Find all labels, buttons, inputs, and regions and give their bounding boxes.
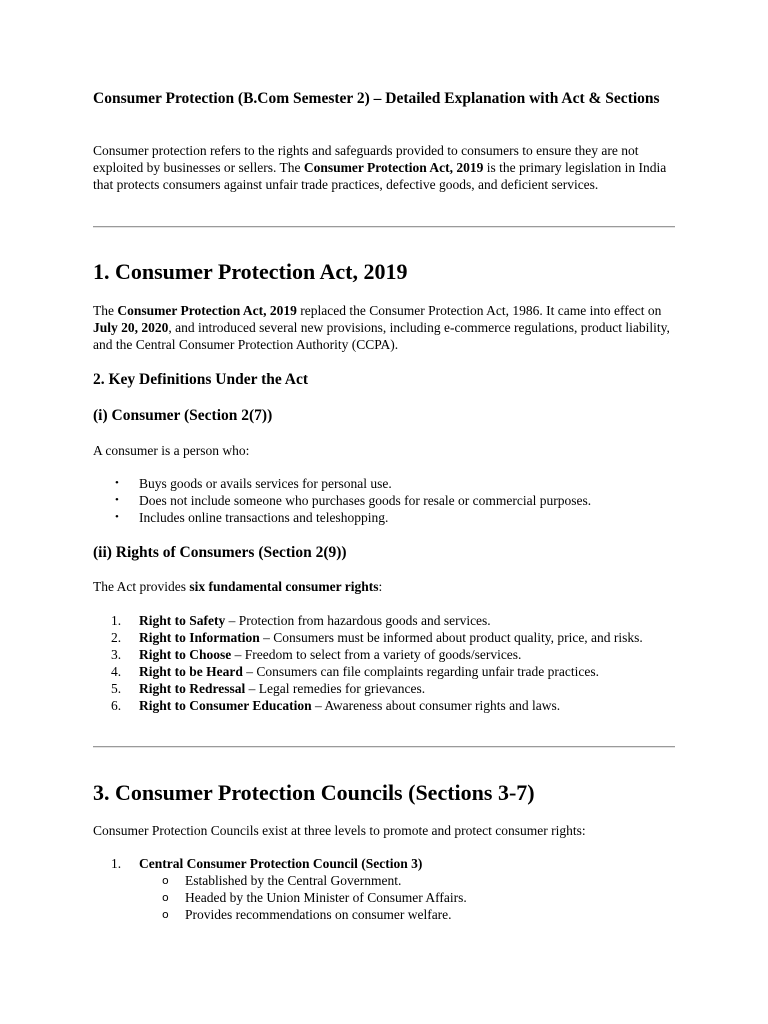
right-description: – Consumers can file complaints regarding unfair trade practices. bbox=[242, 664, 599, 679]
consumer-definition-list bbox=[93, 475, 683, 526]
section2-heading: 2. Key Definitions Under the Act bbox=[93, 371, 308, 388]
sub-list-item bbox=[139, 889, 683, 906]
list-item bbox=[93, 855, 683, 923]
list-item bbox=[93, 697, 683, 714]
consumer-rights-list bbox=[93, 612, 683, 714]
section1-paragraph bbox=[93, 302, 683, 353]
divider-1 bbox=[93, 226, 675, 228]
list-item bbox=[93, 629, 683, 646]
bullet-icon: • bbox=[115, 477, 119, 489]
consumer-rights-lead bbox=[93, 578, 683, 595]
right-name: Right to Information bbox=[139, 630, 260, 645]
rights-lead-text-1: The Act provides bbox=[93, 579, 190, 594]
list-item bbox=[93, 646, 683, 663]
council-details-list bbox=[139, 872, 683, 923]
rights-lead-bold: six fundamental consumer rights bbox=[189, 579, 379, 594]
list-item bbox=[93, 509, 683, 526]
list-number: 3. bbox=[111, 647, 122, 662]
sub-list-item-text: Headed by the Union Minister of Consumer Affairs. bbox=[185, 890, 467, 905]
bullet-icon: • bbox=[115, 511, 119, 523]
circle-bullet-icon: o bbox=[162, 908, 169, 921]
list-item-text: Does not include someone who purchases goods for resale or commercial purposes. bbox=[139, 493, 592, 508]
section1-act-name: Consumer Protection Act, 2019 bbox=[117, 303, 297, 318]
sub-list-item-text: Provides recommendations on consumer welfare. bbox=[185, 907, 452, 922]
right-name: Right to Redressal bbox=[139, 681, 246, 696]
right-description: – Protection from hazardous goods and services. bbox=[225, 613, 491, 628]
list-number: 6. bbox=[111, 698, 122, 713]
list-item bbox=[93, 612, 683, 629]
consumer-definition-heading: (i) Consumer (Section 2(7)) bbox=[93, 407, 273, 424]
right-description: – Awareness about consumer rights and laws. bbox=[311, 698, 561, 713]
intro-text-2: is the primary legislation in India that protects consumers against unfair trade practices, defective goods, and deficient services. bbox=[93, 160, 667, 192]
right-name: Right to Consumer Education bbox=[139, 698, 312, 713]
sub-list-item-text: Established by the Central Government. bbox=[185, 873, 402, 888]
sub-list-item bbox=[139, 906, 683, 923]
circle-bullet-icon: o bbox=[162, 874, 169, 887]
section1-text-3: , and introduced several new provisions, including e-commerce regulations, product liability, and the Central Consumer Protection Authority (CCPA). bbox=[93, 320, 670, 352]
list-item-text: Buys goods or avails services for personal use. bbox=[139, 476, 392, 491]
list-item bbox=[93, 475, 683, 492]
section3-lead: Consumer Protection Councils exist at three levels to promote and protect consumer rights: bbox=[93, 823, 586, 838]
right-name: Right to Safety bbox=[139, 613, 226, 628]
councils-list bbox=[93, 855, 683, 923]
consumer-definition-lead: A consumer is a person who: bbox=[93, 443, 250, 458]
bullet-icon: • bbox=[115, 494, 119, 506]
right-name: Right to be Heard bbox=[139, 664, 243, 679]
consumer-rights-heading: (ii) Rights of Consumers (Section 2(9)) bbox=[93, 544, 347, 561]
section3-heading: 3. Consumer Protection Councils (Sections 3-7) bbox=[93, 780, 535, 805]
list-item-text: Includes online transactions and teleshopping. bbox=[139, 510, 389, 525]
list-number: 2. bbox=[111, 630, 122, 645]
intro-paragraph bbox=[93, 142, 683, 193]
section1-effective-date: July 20, 2020 bbox=[93, 320, 169, 335]
list-item bbox=[93, 680, 683, 697]
list-number: 1. bbox=[111, 613, 122, 628]
section1-text-2: replaced the Consumer Protection Act, 1986. It came into effect on bbox=[296, 303, 662, 318]
divider-2 bbox=[93, 746, 675, 748]
rights-lead-text-2: : bbox=[378, 579, 383, 594]
right-description: – Consumers must be informed about product quality, price, and risks. bbox=[259, 630, 643, 645]
council-name: Central Consumer Protection Council (Section 3) bbox=[139, 856, 423, 871]
right-name: Right to Choose bbox=[139, 647, 232, 662]
circle-bullet-icon: o bbox=[162, 891, 169, 904]
list-number: 1. bbox=[111, 856, 122, 871]
right-description: – Freedom to select from a variety of goods/services. bbox=[231, 647, 522, 662]
intro-text-1: Consumer protection refers to the rights and safeguards provided to consumers to ensure they are not exploited by businesses or sellers. The bbox=[93, 143, 639, 175]
section1-text-1: The bbox=[93, 303, 118, 318]
list-number: 5. bbox=[111, 681, 122, 696]
list-number: 4. bbox=[111, 664, 122, 679]
document-title: Consumer Protection (B.Com Semester 2) – Detailed Explanation with Act & Sections bbox=[93, 90, 660, 107]
right-description: – Legal remedies for grievances. bbox=[245, 681, 426, 696]
list-item bbox=[93, 663, 683, 680]
sub-list-item bbox=[139, 872, 683, 889]
intro-act-name: Consumer Protection Act, 2019 bbox=[303, 160, 484, 175]
list-item bbox=[93, 492, 683, 509]
section1-heading: 1. Consumer Protection Act, 2019 bbox=[93, 259, 408, 284]
